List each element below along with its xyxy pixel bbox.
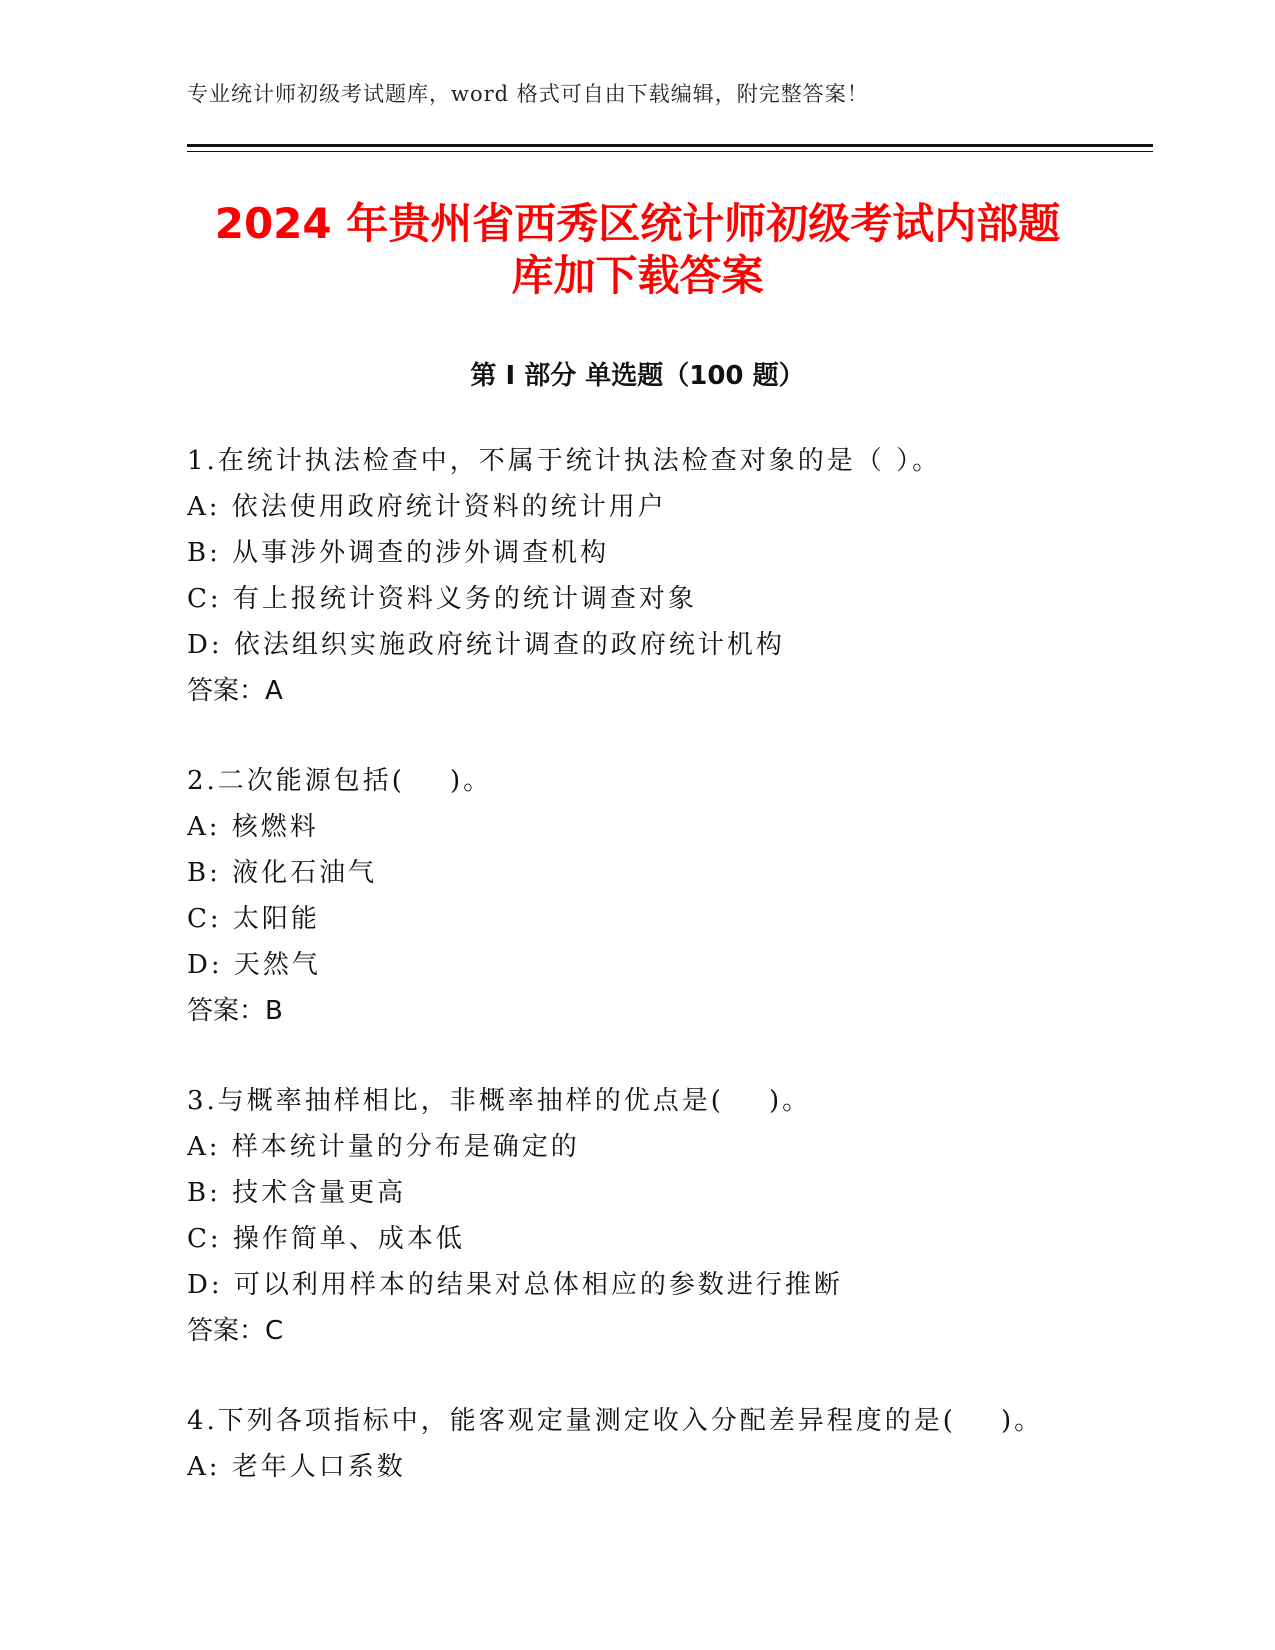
- question-stem: 4.下列各项指标中，能客观定量测定收入分配差异程度的是( )。: [187, 1406, 1044, 1436]
- answer-value: A: [265, 676, 283, 706]
- question-list: [187, 438, 1147, 1534]
- answer-line: [187, 1308, 1147, 1354]
- document-title: [140, 198, 1135, 302]
- question-stem: 2.二次能源包括( )。: [187, 766, 493, 796]
- header-divider-thin: [187, 151, 1153, 152]
- section-title: 第 I 部分 单选题（100 题）: [470, 361, 805, 391]
- header-divider-thick: [187, 144, 1153, 147]
- question-item: [187, 438, 1147, 714]
- option-a: A: 样本统计量的分布是确定的: [187, 1132, 580, 1162]
- answer-line: [187, 988, 1147, 1034]
- option-b: B: 从事涉外调查的涉外调查机构: [187, 538, 610, 568]
- option-d: D: 天然气: [187, 950, 321, 980]
- option-c: C: 操作简单、成本低: [187, 1224, 465, 1254]
- option-a: A: 核燃料: [187, 812, 319, 842]
- title-line-2: 库加下载答案: [511, 251, 764, 300]
- header-note: 专业统计师初级考试题库，word 格式可自由下载编辑，附完整答案！: [187, 82, 869, 106]
- question-stem: 3.与概率抽样相比，非概率抽样的优点是( )。: [187, 1086, 812, 1116]
- answer-line: [187, 668, 1147, 714]
- option-c: C: 有上报统计资料义务的统计调查对象: [187, 584, 697, 614]
- answer-value: B: [265, 996, 283, 1026]
- question-item: [187, 1078, 1147, 1354]
- title-line-1: 2024 年贵州省西秀区统计师初级考试内部题: [214, 199, 1061, 248]
- answer-value: C: [265, 1316, 284, 1346]
- option-a: A: 依法使用政府统计资料的统计用户: [187, 492, 667, 522]
- answer-prefix: 答案：: [187, 996, 266, 1026]
- option-a: A: 老年人口系数: [187, 1452, 406, 1482]
- answer-prefix: 答案：: [187, 1316, 266, 1346]
- option-c: C: 太阳能: [187, 904, 320, 934]
- option-b: B: 液化石油气: [187, 858, 378, 888]
- option-d: D: 可以利用样本的结果对总体相应的参数进行推断: [187, 1270, 843, 1300]
- question-item: [187, 1398, 1147, 1490]
- question-item: [187, 758, 1147, 1034]
- question-stem: 1.在统计执法检查中，不属于统计执法检查对象的是（ ）。: [187, 446, 942, 476]
- answer-prefix: 答案：: [187, 676, 266, 706]
- option-b: B: 技术含量更高: [187, 1178, 407, 1208]
- option-d: D: 依法组织实施政府统计调查的政府统计机构: [187, 630, 785, 660]
